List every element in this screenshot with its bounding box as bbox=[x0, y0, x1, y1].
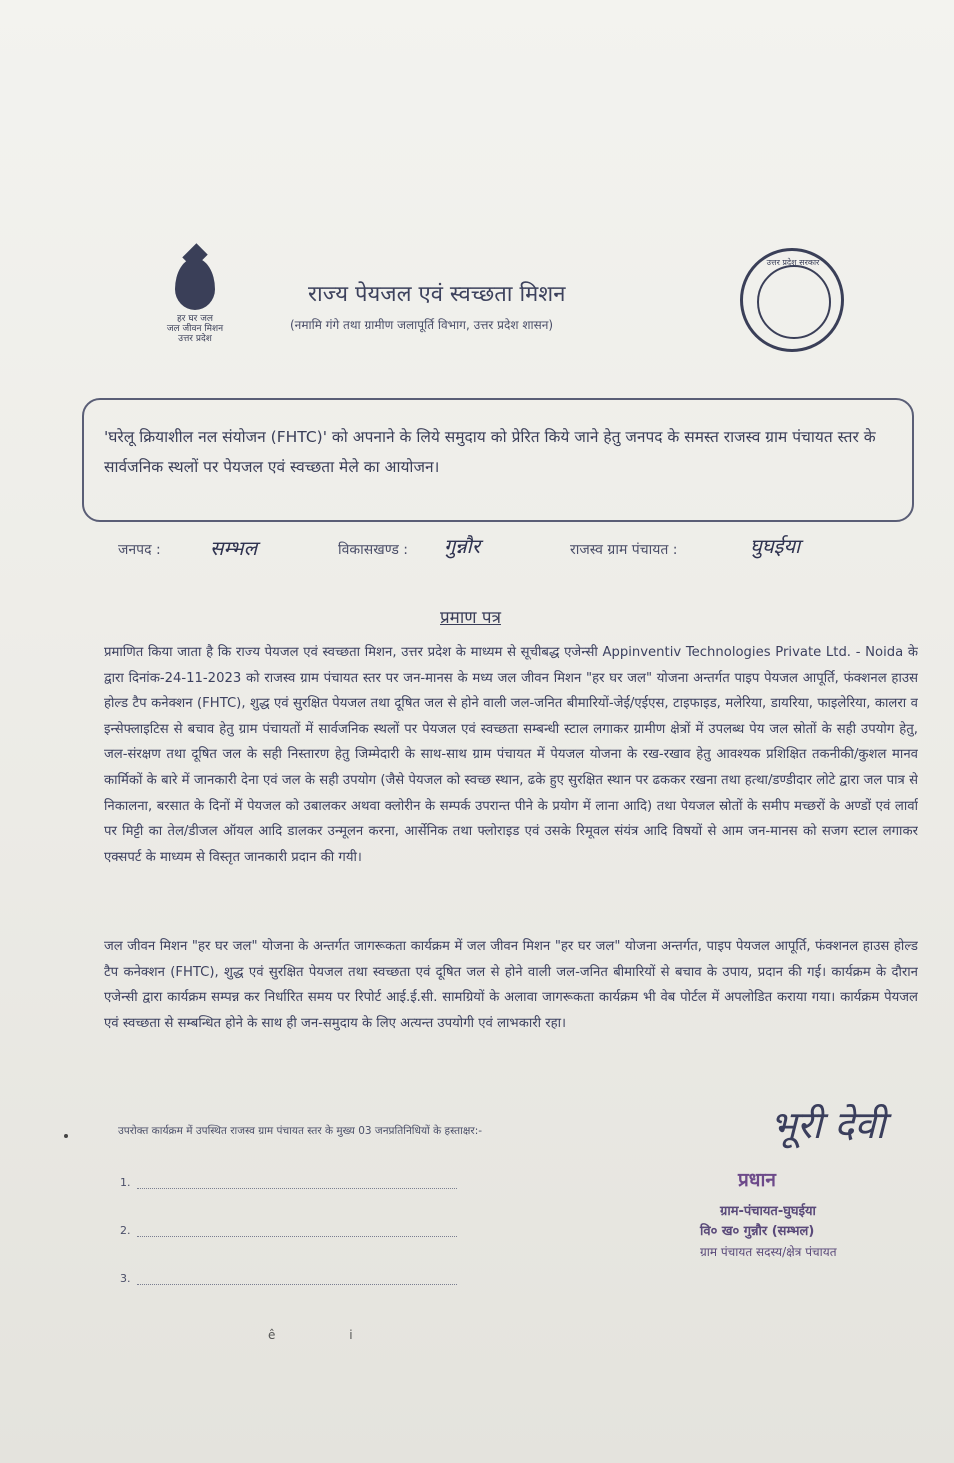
stamp-line-2: वि० ख० गुन्नौर (सम्भल) bbox=[700, 1224, 815, 1239]
footer-mark-2: i bbox=[349, 1328, 353, 1342]
pradhan-signature: भूरी देवी bbox=[770, 1103, 886, 1147]
signature-line-3 bbox=[120, 1272, 457, 1285]
gram-panchayat-label: राजस्व ग्राम पंचायत : bbox=[570, 542, 678, 558]
vikaskhand-value: गुन्नौर bbox=[444, 534, 481, 558]
footer-mark-1: ê bbox=[268, 1328, 276, 1342]
signature-line-2 bbox=[120, 1224, 457, 1237]
vikaskhand-label: विकासखण्ड : bbox=[338, 542, 409, 558]
signature-line-number: 3. bbox=[120, 1272, 131, 1285]
footer-marks bbox=[268, 1328, 423, 1342]
certificate-title: प्रमाण पत्र bbox=[440, 608, 501, 628]
stamp-title: प्रधान bbox=[738, 1169, 776, 1191]
margin-dot bbox=[64, 1134, 68, 1138]
gram-panchayat-value: घुघईया bbox=[750, 534, 801, 558]
signature-line-number: 2. bbox=[120, 1224, 131, 1237]
subject-box bbox=[82, 398, 914, 522]
body-paragraph-2: जल जीवन मिशन "हर घर जल" योजना के अन्तर्गत जागरूकता कार्यक्रम में जल जीवन मिशन "हर घर जल" योजना अन्तर्गत, पाइप पेयजल आपूर्ति, फंक्शनल हाउस होल्ड टैप कनेक्शन (FHTC), शुद्ध एवं सुरक्षित पेयजल तथा स्वच्छता एवं दूषित जल से होने वाली जल-जनित बीमारियों से बचाव के उपाय, प्रदान की गई। कार्यक्रम के दौरान एजेन्सी द्वारा कार्यक्रम सम्पन्न कर निर्धारित समय पर रिपोर्ट आई.ई.सी. सामग्रियों के अलावा जागरूकता कार्यक्रम भी वेब पोर्टल में अपलोडित कराया गया। कार्यक्रम पेयजल एवं स्वच्छता से सम्बन्धित होने के साथ ही जन-समुदाय के लिए अत्यन्त उपयोगी एवं लाभकारी रहा। bbox=[104, 939, 918, 1031]
left-logo-caption: हर घर जल जल जीवन मिशन उत्तर प्रदेश bbox=[166, 314, 224, 344]
mission-subtitle: (नमामि गंगे तथा ग्रामीण जलापूर्ति विभाग, उत्तर प्रदेश शासन) bbox=[290, 318, 554, 332]
har-ghar-jal-logo bbox=[160, 258, 230, 368]
attendees-note: उपरोक्त कार्यक्रम में उपस्थित राजस्व ग्राम पंचायत स्तर के मुख्य 03 जनप्रतिनिधियों के हस्ताक्षर:- bbox=[118, 1125, 483, 1137]
stamp-line-3: ग्राम पंचायत सदस्य/क्षेत्र पंचायत bbox=[700, 1245, 837, 1259]
stamp-line-1: ग्राम-पंचायत-घुघईया bbox=[720, 1204, 816, 1219]
signature-line-number: 1. bbox=[120, 1176, 131, 1189]
subject-text: 'घरेलू क्रियाशील नल संयोजन (FHTC)' को अपनाने के लिये समुदाय को प्रेरित किये जाने हेतु जनपद के समस्त राजस्व ग्राम पंचायत स्तर के सार्वजनिक स्थलों पर पेयजल एवं स्वच्छता मेले का आयोजन। bbox=[104, 428, 876, 476]
seal-caption: उत्तर प्रदेश सरकार bbox=[766, 258, 820, 267]
mission-title: राज्य पेयजल एवं स्वच्छता मिशन bbox=[308, 282, 566, 307]
up-government-seal-icon bbox=[740, 248, 844, 352]
body-paragraph-1: प्रमाणित किया जाता है कि राज्य पेयजल एवं स्वच्छता मिशन, उत्तर प्रदेश के माध्यम से सूचीबद्ध एजेन्सी Appinventiv Technologies Private Ltd. - Noida के द्वारा दिनांक-24-11-2023 को राजस्व ग्राम पंचायत स्तर पर जन-मानस के मध्य जल जीवन मिशन "हर घर जल" योजना अन्तर्गत पाइप पेयजल आपूर्ति, फंक्शनल हाउस होल्ड टैप कनेक्शन (FHTC), शुद्ध एवं सुरक्षित पेयजल तथा दूषित जल से होने वाली जल-जनित बीमारियों-जेई/एईएस, टाइफाइड, मलेरिया, डायरिया, फाइलेरिया, कालरा व इन्सेफ्लाइटिस से बचाव हेतु ग्राम पंचायतों में सार्वजनिक स्थलों पर पेयजल एवं स्वच्छता सम्बन्धी स्टाल लगाकर ग्रामीण क्षेत्रों में उपलब्ध पेय जल स्रोतों के सही उपयोग हेतु, जल-संरक्षण तथा दूषित जल के सही निस्तारण हेतु जिम्मेदारी के साथ-साथ ग्राम पंचायत में पेयजल योजना के रख-रखाव हेतु आवश्यक प्रशिक्षित तकनीकी/कुशल मानव कार्मिकों के बारे में जानकारी देना एवं जल के सही उपयोग (जैसे पेयजल को स्वच्छ स्थान, ढके हुए सुरक्षित स्थान पर ढककर रखना तथा हत्था/डण्डीदार लोटे द्वारा जल पात्र से निकालना, बरसात के दिनों में पेयजल को उबालकर अथवा क्लोरीन के सम्पर्क उपरान्त पीने के प्रयोग में लाना आदि) तथा पेयजल स्रोतों के समीप मच्छरों के अण्डों एवं लार्वा पर मिट्टी का तेल/डीजल ऑयल आदि डालकर उन्मूलन करना, आर्सेनिक तथा फ्लोराइड एवं उसके रिमूवल संयंत्र आदि विषयों से आम जन-मानस को सजग स्टाल लगाकर एक्सपर्ट के माध्यम से विस्तृत जानकारी प्रदान की गयी। bbox=[104, 645, 918, 865]
water-drop-icon bbox=[175, 258, 215, 310]
janpad-value: सम्भल bbox=[210, 536, 258, 560]
signature-line-1 bbox=[120, 1176, 457, 1189]
pradhan-stamp bbox=[700, 1166, 920, 1262]
janpad-label: जनपद : bbox=[118, 542, 161, 558]
